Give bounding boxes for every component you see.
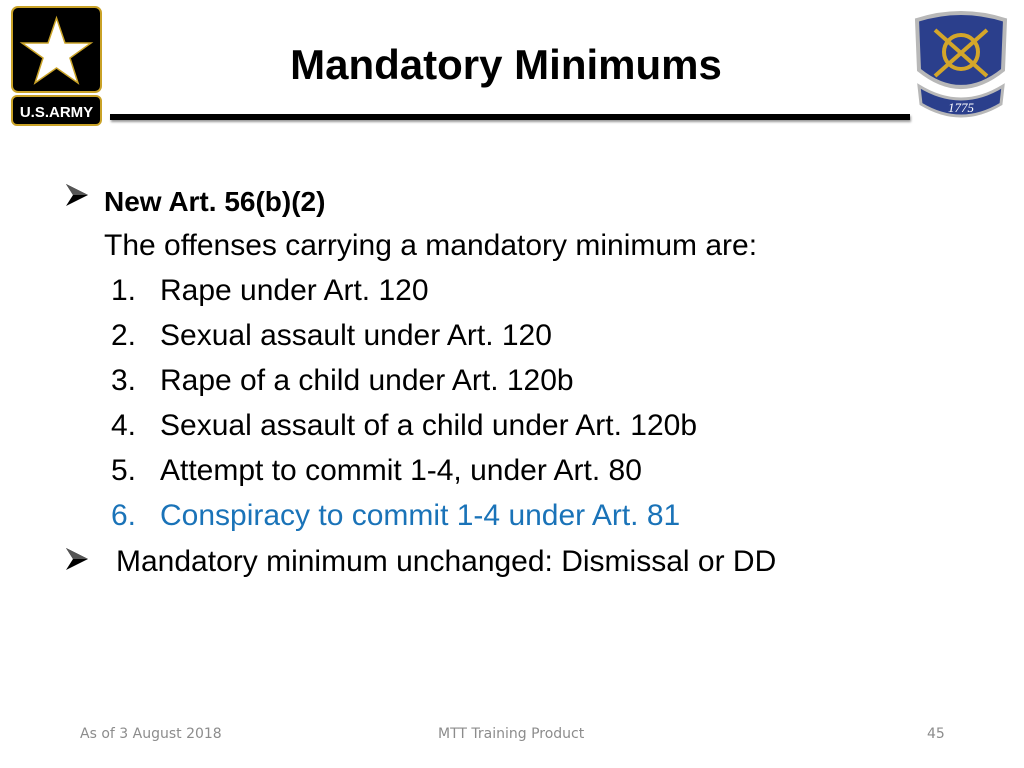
footer-date: As of 3 August 2018	[80, 726, 222, 742]
list-item-text-highlighted: Conspiracy to commit 1-4 under Art. 81	[160, 499, 681, 532]
list-item-number: 5.	[110, 454, 136, 487]
list-item-number: 1.	[110, 274, 136, 307]
list-item-text: Rape of a child under Art. 120b	[160, 364, 574, 397]
bullet-unchanged: Mandatory minimum unchanged: Dismissal or DD	[116, 545, 777, 578]
list-item-number: 2.	[110, 319, 136, 352]
crest-year: 1775	[948, 100, 974, 115]
list-item-number: 3.	[110, 364, 136, 397]
list-item-text: Attempt to commit 1-4, under Art. 80	[160, 454, 642, 487]
footer-center: MTT Training Product	[438, 726, 585, 742]
arrow-bullet-icon	[64, 182, 90, 208]
bullet-intro: The offenses carrying a mandatory minimum are:	[104, 229, 758, 262]
arrow-bullet-icon	[64, 546, 90, 572]
list-item-text: Rape under Art. 120	[160, 274, 429, 307]
slide-title: Mandatory Minimums	[290, 41, 722, 88]
page-number: 45	[927, 726, 945, 742]
list-item-number: 4.	[110, 409, 136, 442]
list-item-number-highlighted: 6.	[110, 499, 136, 532]
list-item-text: Sexual assault under Art. 120	[160, 319, 552, 352]
title-underline	[110, 114, 910, 120]
list-item-text: Sexual assault of a child under Art. 120b	[160, 409, 698, 442]
army-logo-label: U.S.ARMY	[19, 104, 94, 121]
jag-corps-crest-icon	[911, 8, 1011, 124]
bullet-heading: New Art. 56(b)(2)	[104, 186, 326, 217]
